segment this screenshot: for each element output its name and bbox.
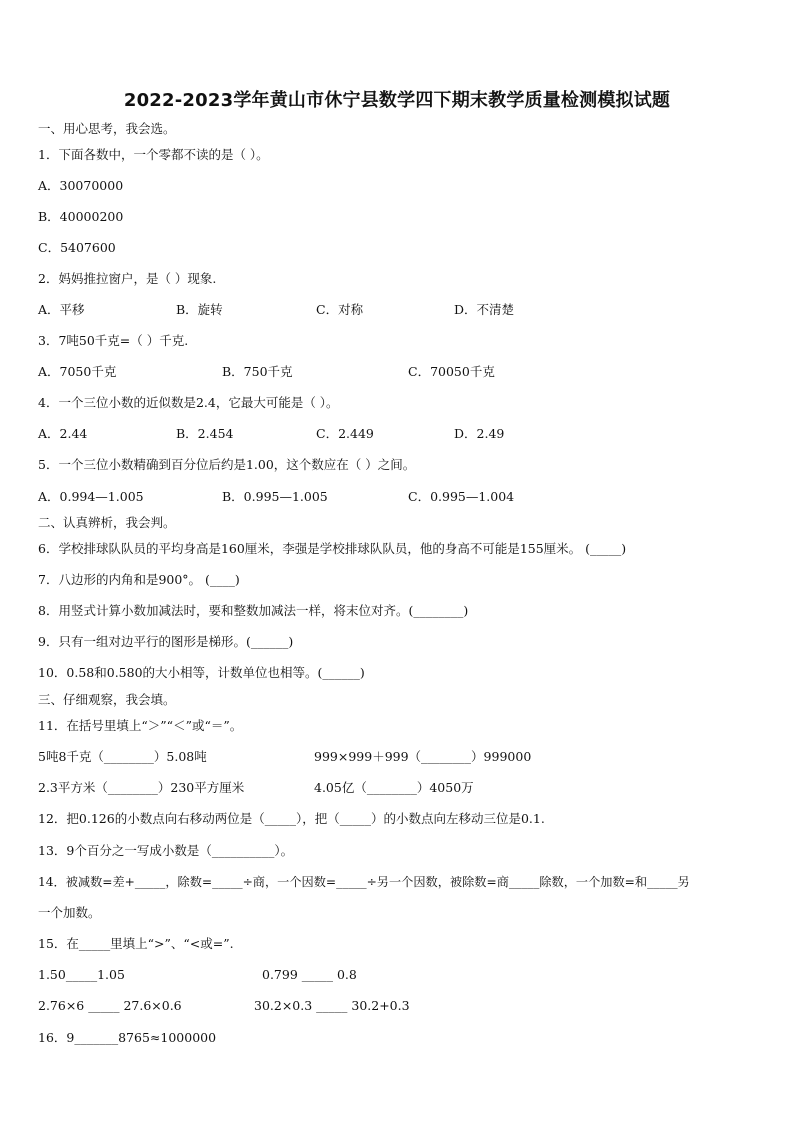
question-3-option-a: A．7050千克 xyxy=(38,364,117,379)
question-11-item-3: 2.3平方米（________）230平方厘米 xyxy=(38,780,245,795)
question-5-stem: 5．一个三位小数精确到百分位后约是1.00，这个数应在（ ）之间。 xyxy=(38,457,416,472)
page-title: 2022-2023学年黄山市休宁县数学四下期末教学质量检测模拟试题 xyxy=(123,90,671,111)
question-5-option-c: C．0.995—1.004 xyxy=(408,489,515,504)
question-14-line-1: 14．被减数=差+_____，除数=_____÷商，一个因数=_____÷另一个因数，被除数=商_____除数，一个加数=和_____另 xyxy=(38,875,690,889)
question-2-stem: 2．妈妈推拉窗户，是（ ）现象. xyxy=(38,271,217,286)
question-4-option-d: D．2.49 xyxy=(454,426,505,441)
question-4-stem: 4．一个三位小数的近似数是2.4，它最大可能是（ ）。 xyxy=(38,395,339,410)
question-15-item-4: 30.2×0.3 _____ 30.2+0.3 xyxy=(254,998,410,1013)
question-1-option-a: A．30070000 xyxy=(38,178,124,193)
question-1-option-c: C．5407600 xyxy=(38,240,116,255)
question-11-item-4: 4.05亿（________）4050万 xyxy=(314,780,474,795)
question-4-option-b: B．2.454 xyxy=(176,426,234,441)
question-13: 13．9个百分之一写成小数是（__________）。 xyxy=(38,843,294,858)
question-3-option-b: B．750千克 xyxy=(222,364,293,379)
question-15-stem: 15．在_____里填上“>”、“<或=”. xyxy=(38,936,234,951)
question-15-item-1: 1.50_____1.05 xyxy=(38,967,125,982)
section-heading-2: 二、认真辨析，我会判。 xyxy=(38,515,176,530)
question-4-option-a: A．2.44 xyxy=(38,426,88,441)
question-8: 8．用竖式计算小数加减法时，要和整数加减法一样，将末位对齐。(________) xyxy=(38,603,469,618)
question-2-option-a: A．平移 xyxy=(38,302,85,317)
question-3-stem: 3．7吨50千克=（ ）千克. xyxy=(38,333,189,348)
question-10: 10．0.58和0.580的大小相等，计数单位也相等。(______) xyxy=(38,665,365,680)
question-2-option-c: C．对称 xyxy=(316,302,364,317)
question-11-item-2: 999×999＋999（________）999000 xyxy=(314,749,532,764)
question-11-stem: 11．在括号里填上“＞”“＜”或“＝”。 xyxy=(38,718,243,733)
section-heading-1: 一、用心思考，我会选。 xyxy=(38,121,176,136)
question-5-option-a: A．0.994—1.005 xyxy=(38,489,144,504)
question-15-item-2: 0.799 _____ 0.8 xyxy=(262,967,357,982)
question-2-option-b: B．旋转 xyxy=(176,302,223,317)
question-12: 12．把0.126的小数点向右移动两位是（_____），把（_____）的小数点向左移动三位是0.1. xyxy=(38,811,545,826)
question-1-stem: 1．下面各数中，一个零都不读的是（ ）。 xyxy=(38,147,269,162)
question-14-line-2: 一个加数。 xyxy=(38,905,101,920)
question-11-item-1: 5吨8千克（________）5.08吨 xyxy=(38,749,207,764)
question-4-option-c: C．2.449 xyxy=(316,426,374,441)
question-7: 7．八边形的内角和是900°。 (____) xyxy=(38,572,240,587)
question-5-option-b: B．0.995—1.005 xyxy=(222,489,328,504)
question-6: 6．学校排球队队员的平均身高是160厘米，李强是学校排球队队员，他的身高不可能是155厘米。 (_____) xyxy=(38,541,627,556)
question-9: 9．只有一组对边平行的图形是梯形。(______) xyxy=(38,634,294,649)
question-15-item-3: 2.76×6 _____ 27.6×0.6 xyxy=(38,998,182,1013)
section-heading-3: 三、仔细观察，我会填。 xyxy=(38,692,176,707)
question-1-option-b: B．40000200 xyxy=(38,209,124,224)
question-3-option-c: C．70050千克 xyxy=(408,364,495,379)
question-2-option-d: D．不清楚 xyxy=(454,302,515,317)
question-16: 16．9_______8765≈1000000 xyxy=(38,1030,217,1045)
